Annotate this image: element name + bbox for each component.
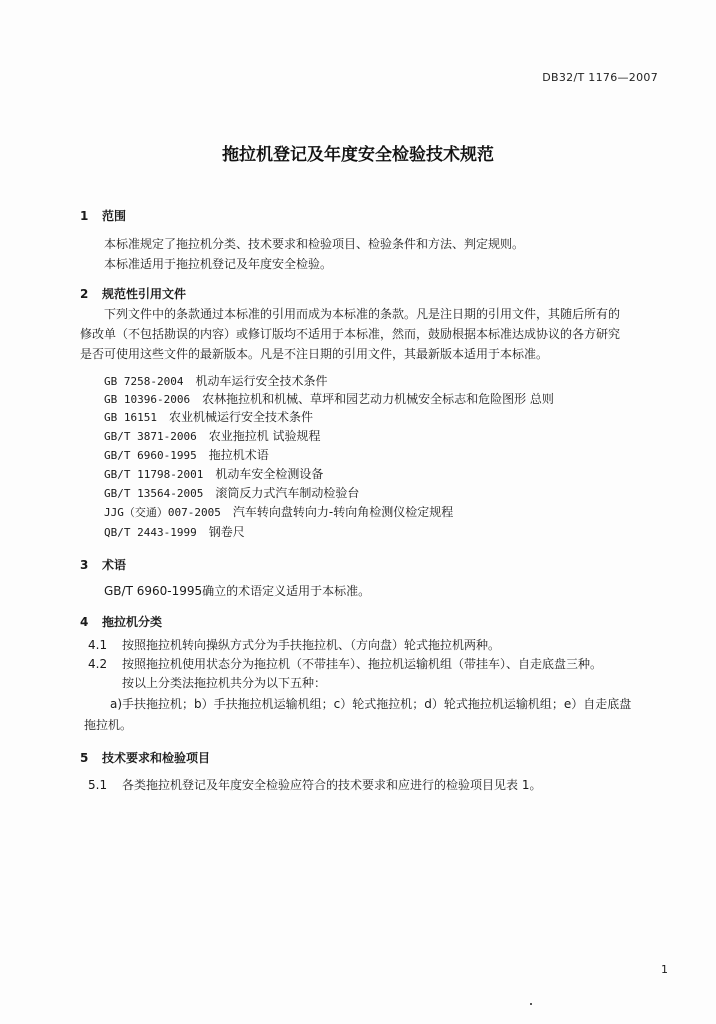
- section-3-title: 术语: [102, 558, 127, 572]
- reference-item: [104, 409, 313, 426]
- section-2-heading: [80, 286, 186, 302]
- reference-item: [104, 391, 554, 408]
- section-1-heading: [80, 208, 126, 224]
- reference-title: 农业机械运行安全技术条件: [168, 410, 313, 424]
- section-2-para-line-1: 下列文件中的条款通过本标准的引用而成为本标准的条款。凡是注日期的引用文件，其随后所有的: [104, 307, 621, 321]
- clause-number: 4.2: [88, 657, 108, 671]
- reference-title: 钢卷尺: [208, 525, 245, 539]
- section-1-line-2: 本标准适用于拖拉机登记及年度安全检验。: [104, 257, 333, 271]
- reference-code: GB 10396-2006: [104, 393, 191, 406]
- clause-4-text-line-1: 按以上分类法拖拉机共分为以下五种：: [122, 676, 327, 690]
- clause-4-2: [88, 656, 602, 672]
- section-1-line-1: 本标准规定了拖拉机分类、技术要求和检验项目、检验条件和方法、判定规则。: [104, 237, 525, 251]
- section-1-title: 范围: [102, 209, 127, 223]
- reference-title: 汽车转向盘转向力-转向角检测仪检定规程: [232, 505, 454, 519]
- reference-item: [104, 447, 269, 464]
- reference-title: 农林拖拉机和机械、草坪和园艺动力机械安全标志和危险图形 总则: [202, 392, 554, 406]
- reference-code: GB/T 6960-1995: [104, 449, 197, 462]
- reference-title: 滚筒反力式汽车制动检验台: [215, 486, 360, 500]
- reference-title: 机动车运行安全技术条件: [195, 374, 328, 388]
- clause-4-text-line-2: a)手扶拖拉机；b）手扶拖拉机运输机组；c）轮式拖拉机；d）轮式拖拉机运输机组；e）自走底盘: [110, 697, 632, 711]
- clause-text: 按照拖拉机转向操纵方式分为手扶拖拉机、（方向盘）轮式拖拉机两种。: [122, 638, 501, 652]
- section-4-number: 4: [80, 615, 89, 629]
- reference-item: [104, 485, 359, 502]
- scan-speck: [530, 1003, 532, 1005]
- reference-title: 农业拖拉机 试验规程: [208, 429, 321, 443]
- reference-code: GB/T 11798-2001: [104, 468, 204, 481]
- section-1-number: 1: [80, 209, 89, 223]
- reference-title: 机动车安全检测设备: [215, 467, 324, 481]
- reference-code: GB 7258-2004: [104, 375, 184, 388]
- reference-code: GB/T 3871-2006: [104, 430, 197, 443]
- standard-code: DB32/T 1176—2007: [542, 71, 658, 84]
- section-2-number: 2: [80, 287, 89, 301]
- clause-text: 按照拖拉机使用状态分为拖拉机（不带挂车）、拖拉机运输机组（带挂车）、自走底盘三种。: [122, 657, 603, 671]
- clause-text: 各类拖拉机登记及年度安全检验应符合的技术要求和应进行的检验项目见表 1。: [122, 778, 542, 792]
- clause-5-1: [88, 777, 541, 793]
- reference-item: [104, 373, 328, 390]
- section-5-heading: [80, 750, 210, 766]
- section-5-title: 技术要求和检验项目: [102, 751, 211, 765]
- section-4-title: 拖拉机分类: [102, 615, 163, 629]
- section-2-para-line-3: 是否可使用这些文件的最新版本。凡是不注日期的引用文件，其最新版本适用于本标准。: [80, 347, 549, 361]
- page-number: 1: [661, 963, 668, 976]
- reference-code: QB/T 2443-1999: [104, 526, 197, 539]
- clause-4-1: [88, 637, 500, 653]
- reference-item: [104, 466, 323, 483]
- section-3-line: GB/T 6960-1995确立的术语定义适用于本标准。: [104, 584, 371, 598]
- reference-code: JJG（交通）007-2005: [104, 506, 221, 519]
- reference-code: GB 16151: [104, 411, 157, 424]
- section-3-number: 3: [80, 558, 89, 572]
- section-3-heading: [80, 557, 126, 573]
- clause-4-text-line-3: 拖拉机。: [84, 718, 133, 732]
- section-2-title: 规范性引用文件: [102, 287, 187, 301]
- reference-item: [104, 504, 453, 521]
- clause-number: 4.1: [88, 638, 108, 652]
- section-2-para-line-2: 修改单（不包括勘误的内容）或修订版均不适用于本标准，然而，鼓励根据本标准达成协议的各方研究: [80, 327, 621, 341]
- reference-item: [104, 524, 245, 541]
- section-4-heading: [80, 614, 162, 630]
- reference-title: 拖拉机术语: [208, 448, 269, 462]
- document-title: 拖拉机登记及年度安全检验技术规范: [222, 145, 494, 165]
- clause-number: 5.1: [88, 778, 108, 792]
- section-5-number: 5: [80, 751, 89, 765]
- reference-code: GB/T 13564-2005: [104, 487, 204, 500]
- reference-item: [104, 428, 321, 445]
